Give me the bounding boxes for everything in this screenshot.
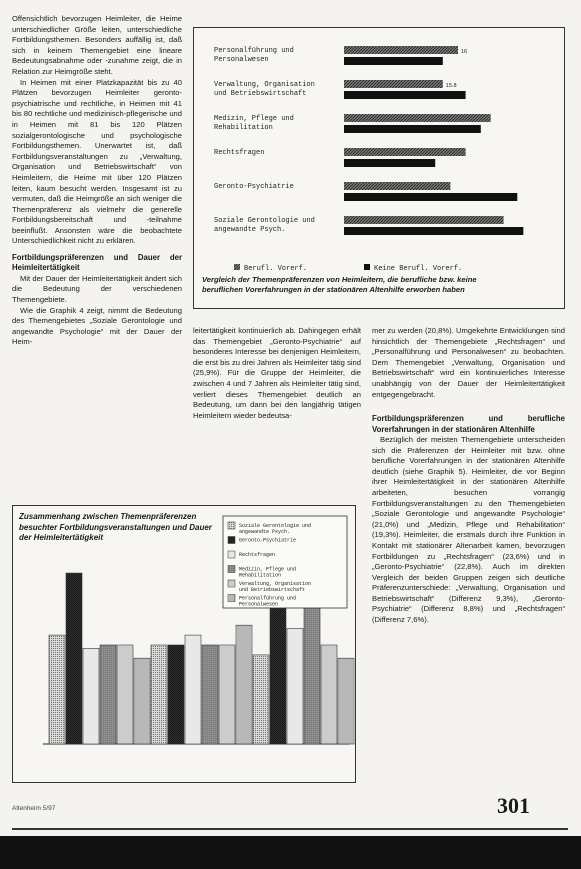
legend-label: Rehabilitation [239, 572, 282, 579]
chart-svg [13, 506, 357, 784]
bar [344, 57, 443, 65]
bar [287, 629, 303, 745]
legend-swatch [228, 537, 235, 544]
paragraph: In Heimen mit einer Platzkapazität bis zu 40 Plätzen bevorzugen Heimleiter geronto-psychiatrische und rechtliche, in Heimen mit 41 bis 80 rechtliche und medizinisch-pflegerische und in Heimen mit 81 bis 120 Plätzen sozialgerontologische und psychologische Fortbildungsthemen. Unerwartet ist, daß Fortbildungsveranstaltungen zu „Verwaltung, Organisation und Betriebswirtschaft“ von Heimleitern, die Heime mit über 120 Plätzen leiten, kaum besucht werden. Insgesamt ist zu vermuten, daß die Heimgröße an sich weniger die Themenpräferenz als vielmehr die generelle Fortbildungsbereitschaft und -teilnahme beeinflußt. Ansonsten wäre die beobachtete Unterschiedlichkeit nicht zu erklären. [12, 77, 182, 246]
bar [100, 645, 116, 744]
legend-label: angewandte Psych. [239, 529, 291, 535]
bar [344, 193, 517, 201]
legend-label: Geronto-Psychiatrie [239, 537, 297, 544]
bar [344, 159, 435, 167]
category-label: und Betriebswirtschaft [214, 90, 307, 98]
paragraph: Bezüglich der meisten Themengebiete unterscheiden sich die Präferenzen der Heimleiter mit bzw. ohne berufliche Vorerfahrungen in der stationären Altenhilfe deutlich (siehe Graphik 5). Heimleiter, die vor Beginn ihrer Heimleitertätigkeit in der stationären Altenhilfe arbeiteten, besuchen vorrangig Fortbildungsveranstaltungen zu den Themengebieten „Soziale Gerontologie und angewandte Psychologie“ (21,0%) und „Medizin, Pflege und Rehabilitation“ (19,3%). Heimleiter, die erstmals durch ihre Funktion in Kontakt mit stationärer Altenarbeit kamen, bevorzugen Fortbildungen zu „Rechtsfragen“ (23,6%) und in „Geronto-Psychiatrie“ (22,8%). Auch im direkten Vergleich der beiden Gruppen zeigen sich deutliche Präferenzunterschiede: „Verwaltung, Organisation und Betriebswirtschaft“ (Differenz 9,3%), „Geronto-Psychiatrie“ (Differenz 8,8%) und „Rechtsfragen“ (Differenz 7,6%). [372, 434, 565, 625]
bar [236, 625, 252, 744]
chart-caption: Vergleich der Themenpräferenzen von Heimleitern, die berufliche bzw. keine [202, 275, 477, 284]
chart-theme-preferences-vorerfahrung [193, 27, 565, 309]
bar [168, 645, 184, 744]
paragraph: mer zu werden (20,8%). Umgekehrte Entwicklungen sind hinsichtlich der Themengebiete „Rechtsfragen“ und „Personalführung und Personalwesen“ zu beobachten. Dem Themengebiet „Verwaltung, Organisation und Betriebswirtschaft“ wird ein kontinuierliches Interesse unabhängig von der Dauer der Heimleitertätigkeit entgegengebracht. [372, 326, 565, 399]
paragraph: Mit der Dauer der Heimleitertätigkeit ändert sich die Bedeutung der verschiedenen Themengebiete. [12, 273, 182, 305]
category-label: angewandte Psych. [214, 226, 286, 234]
footer-rule [12, 828, 568, 830]
scan-edge [0, 836, 581, 869]
chart-theme-preferences-dauer [12, 505, 356, 783]
category-label: Personalführung und [214, 47, 294, 55]
legend-label: Rechtsfragen [239, 552, 276, 558]
bar [219, 645, 235, 744]
bar [344, 80, 443, 88]
chart-caption: beruflichen Vorerfahrungen in der stationären Altenhilfe erworben haben [202, 285, 465, 294]
bar [304, 605, 320, 744]
legend-label: und Betriebswirtschaft [239, 587, 306, 593]
bar [185, 635, 201, 744]
legend-swatch [228, 580, 235, 587]
bar [344, 46, 458, 54]
bar [253, 655, 269, 744]
paragraph: Offensichtlich bevorzugen Heimleiter, die Heime unterschiedlicher Größe leiten, unterschiedliche Fortbildungsthemen. Besonders auffällig ist, daß sich in keinem Themengebiet eine lineare Bedeutungsabnahme oder -zunahme zeigt, die in Relation zur Heimgröße steht. [12, 14, 182, 76]
legend-label: Keine Berufl. Vorerf. [374, 265, 463, 273]
section-heading: Fortbildungspräferenzen und berufliche Vorerfahrungen in der stationären Altenhilfe [372, 414, 565, 434]
legend-swatch [228, 551, 235, 558]
page-number: 301 [497, 793, 530, 818]
legend-label: Personalwesen [239, 601, 279, 608]
section-heading: Fortbildungspräferenzen und Dauer der Heimleitertätigkeit [12, 253, 182, 273]
bar [117, 645, 133, 744]
data-label: 16 [461, 49, 468, 55]
bar [66, 573, 82, 744]
legend-swatch [364, 264, 370, 270]
bar [344, 91, 466, 99]
data-label: 15.8 [445, 83, 457, 89]
legend-label: Berufl. Vorerf. [244, 265, 308, 273]
chart-svg [194, 28, 566, 310]
category-label: Personalwesen [214, 56, 269, 64]
legend-swatch [234, 264, 240, 270]
column-3 [372, 326, 565, 626]
category-label: Soziale Gerontologie und [214, 217, 315, 225]
bar [338, 658, 354, 744]
category-label: Rehabilitation [214, 124, 273, 132]
paragraph: Wie die Graphik 4 zeigt, nimmt die Bedeutung des Themengebietes „Soziale Gerontologie und angewandte Psychologie“ mit der Dauer der Heim- [12, 305, 182, 347]
legend-swatch [228, 566, 235, 573]
bar [344, 148, 466, 156]
category-label: Medizin, Pflege und [214, 115, 294, 123]
legend-label: Soziale Gerontologie und [239, 523, 312, 529]
category-label: Verwaltung, Organisation [214, 81, 315, 89]
bar [134, 658, 150, 744]
legend-label: Personalführung und [239, 595, 297, 602]
bar [202, 645, 218, 744]
bar [49, 635, 65, 744]
bar [344, 182, 450, 190]
bar [344, 114, 491, 122]
bar [344, 125, 481, 133]
category-label: Rechtsfragen [214, 149, 265, 157]
legend-label: Verwaltung, Organisation [239, 581, 312, 587]
bar [344, 227, 523, 235]
legend-label: Medizin, Pflege und [239, 566, 297, 573]
bar [83, 648, 99, 744]
bar [151, 645, 167, 744]
chart-title: Zusammenhang zwischen Themenpräferenzen besuchter Fortbildungsveranstaltungen und Dauer der Heimleitertätigkeit [19, 512, 212, 542]
column-1-top [12, 14, 182, 348]
bar [321, 645, 337, 744]
paragraph: leitertätigkeit kontinuierlich ab. Dahingegen erhält das Themengebiet „Geronto-Psychiatrie“ auf besonderes Interesse bei denjenigen Heimleitern, die erst bis zu drei Jahren als Heimleiter tätig sind (25,9%). Für die Gruppe der Heimleiter, die zwischen 4 und 7 Jahren als Heimleiter tätig sind, verliert dieses Themengebiet deutlich an Bedeutung, um dann bei den langjährig tätigen Heimleitern wieder bedeutsa- [193, 326, 361, 420]
bar [344, 216, 504, 224]
bar [270, 607, 286, 744]
category-label: Geronto-Psychiatrie [214, 183, 294, 191]
legend-swatch [228, 595, 235, 602]
column-2 [193, 326, 361, 421]
journal-issue: Altenheim 5/97 [12, 805, 56, 812]
legend-swatch [228, 522, 235, 529]
